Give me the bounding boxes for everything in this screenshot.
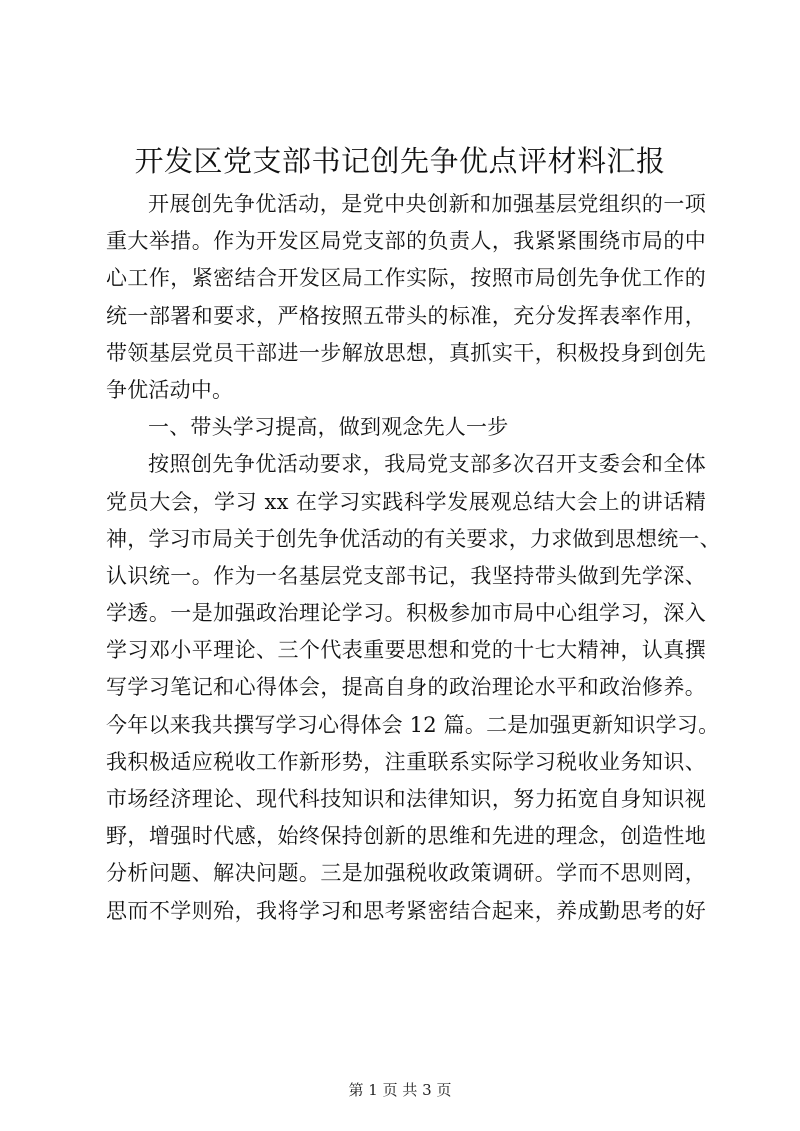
body-line: 带领基层党员干部进一步解放思想，真抓实干，积极投身到创先 — [106, 340, 706, 365]
section-heading: 一、带头学习提高，做到观念先人一步 — [148, 415, 509, 440]
body-line: 争优活动中。 — [106, 377, 234, 402]
body-line: 学透。一是加强政治理论学习。积极参加市局中心组学习，深入 — [106, 601, 706, 626]
body-line: 学习邓小平理论、三个代表重要思想和党的十七大精神，认真撰 — [106, 638, 706, 663]
body-line: 党员大会，学习 xx 在学习实践科学发展观总结大会上的讲话精 — [106, 489, 706, 514]
body-line: 分析问题、解决问题。三是加强税收政策调研。学而不思则罔， — [106, 861, 706, 886]
body-line: 按照创先争优活动要求，我局党支部多次召开支委会和全体 — [148, 452, 706, 477]
document-title: 开发区党支部书记创先争优点评材料汇报 — [134, 144, 666, 178]
body-line: 统一部署和要求，严格按照五带头的标准，充分发挥表率作用， — [106, 303, 706, 328]
body-line: 市场经济理论、现代科技知识和法律知识，努力拓宽自身知识视 — [106, 787, 706, 811]
body-line: 思而不学则殆，我将学习和思考紧密结合起来，养成勤思考的好 — [106, 898, 706, 923]
body-line: 重大举措。作为开发区局党支部的负责人，我紧紧围绕市局的中 — [106, 229, 706, 254]
body-line: 写学习笔记和心得体会，提高自身的政治理论水平和政治修养。 — [106, 675, 706, 700]
page-footer: 第 1 页 共 3 页 — [348, 1081, 452, 1099]
body-line: 神，学习市局关于创先争优活动的有关要求，力求做到思想统一、 — [106, 526, 721, 551]
body-line: 心工作，紧密结合开发区局工作实际，按照市局创先争优工作的 — [106, 266, 706, 291]
body-line: 开展创先争优活动，是党中央创新和加强基层党组织的一项 — [148, 192, 706, 216]
body-line: 野，增强时代感，始终保持创新的思维和先进的理念，创造性地 — [106, 824, 706, 849]
body-line: 今年以来我共撰写学习心得体会 12 篇。二是加强更新知识学习。 — [106, 712, 720, 737]
document-body — [106, 186, 721, 930]
body-line: 认识统一。作为一名基层党支部书记，我坚持带头做到先学深、 — [106, 563, 706, 588]
body-line: 我积极适应税收工作新形势，注重联系实际学习税收业务知识、 — [106, 749, 706, 774]
